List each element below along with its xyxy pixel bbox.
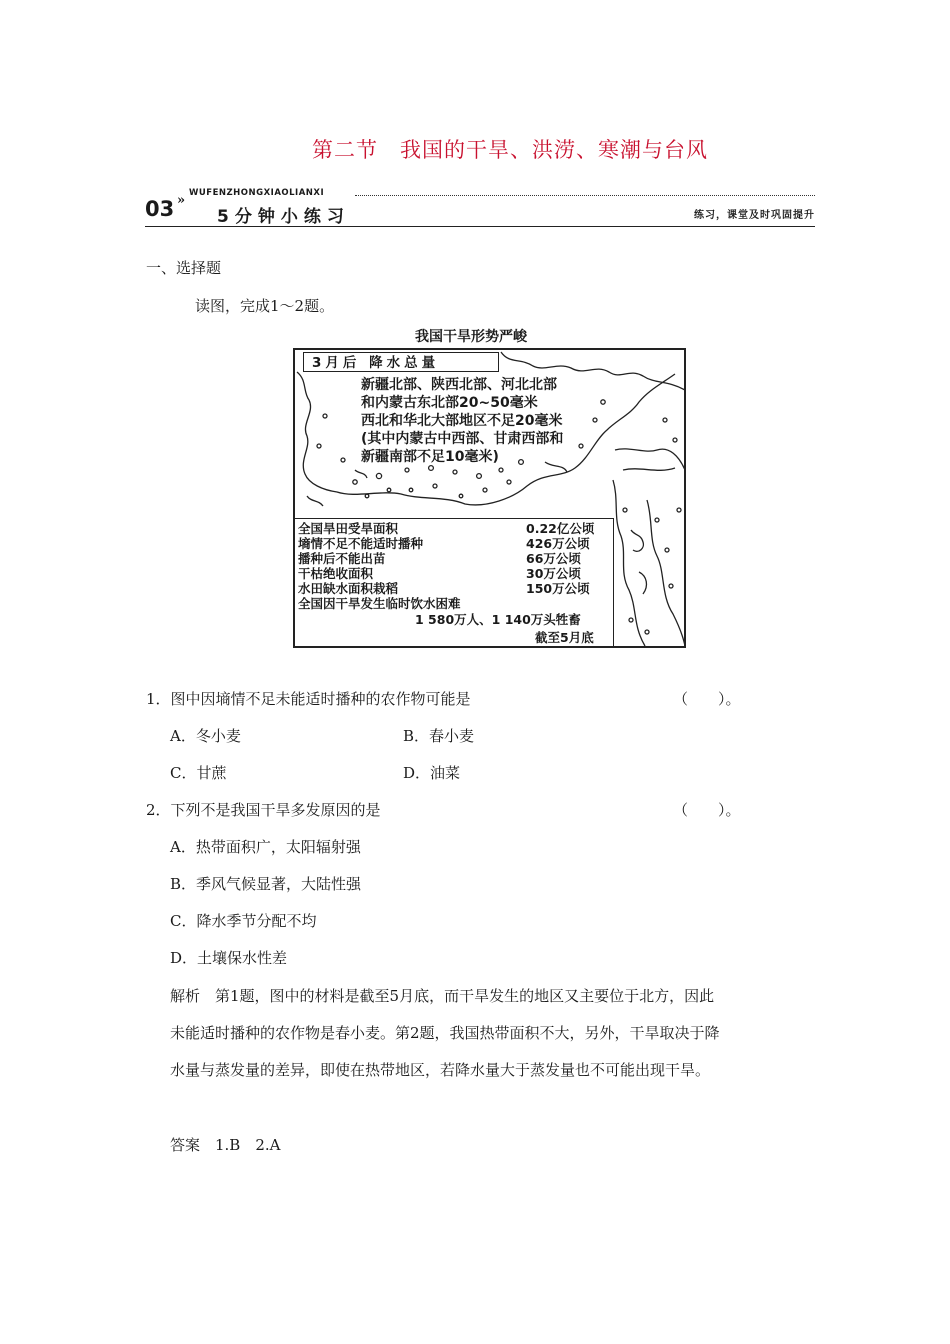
stats-date-text: 截至5月底 (535, 630, 594, 645)
option-b: B．春小麦 (403, 727, 475, 745)
rainfall-line-2: 和内蒙古东北部20~50毫米 (361, 395, 538, 411)
banner-heading: 5分钟小练习 (217, 207, 350, 227)
option-d: D．油菜 (403, 764, 461, 782)
option-a: A．热带面积广，太阳辐射强 (170, 838, 361, 856)
question-1-stem: 1．图中因墒情不足未能适时播种的农作物可能是 (146, 690, 471, 708)
stats-row (298, 581, 606, 596)
banner-rule (145, 226, 815, 227)
stats-row (298, 521, 606, 536)
banner-dotted-line (355, 195, 815, 196)
page-title: 第二节 我国的干旱、洪涝、寒潮与台风 (312, 138, 708, 162)
stats-row (298, 566, 606, 581)
stats-value: 66万公顷 (526, 551, 581, 566)
question-2-stem: 2．下列不是我国干旱多发原因的是 (146, 801, 381, 819)
stats-date (535, 630, 610, 645)
stats-extra (415, 612, 610, 627)
stats-extra-text: 1 580万人、1 140万头牲畜 (415, 612, 581, 627)
banner-tagline: 练习，课堂及时巩固提升 (694, 210, 815, 221)
option-d: D．土壤保水性差 (170, 949, 288, 967)
analysis-paragraph: 解析 第1题，图中的材料是截至5月底，而干旱发生的地区又主要位于北方，因此未能适时播种的农作物是春小麦。第2题，我国热带面积不大，另外，干旱取决于降水量与蒸发量的差异，即使在热带地区，若降水量大于蒸发量也不可能出现干旱。 (170, 987, 720, 1079)
rainfall-line-5: 新疆南部不足10毫米) (361, 449, 499, 465)
stats-value: 30万公顷 (526, 566, 581, 581)
stats-row (298, 536, 606, 551)
stats-label: 水田缺水面积栽稻 (298, 581, 399, 596)
question-2-blank: （ ）。 (673, 801, 741, 819)
rainfall-line-4: (其中内蒙古中西部、甘肃西部和 (361, 431, 564, 447)
stats-label: 播种后不能出苗 (298, 551, 386, 566)
banner-number: 03 (145, 197, 175, 221)
option-a: A．冬小麦 (170, 727, 241, 745)
option-c: C．降水季节分配不均 (170, 912, 317, 930)
rainfall-label-box: 3月后 降水总量 (303, 352, 499, 372)
rainfall-line-3: 西北和华北大部地区不足20毫米 (361, 413, 563, 429)
stats-label: 干枯绝收面积 (298, 566, 374, 581)
stats-label: 墒情不足不能适时播种 (298, 536, 424, 551)
answer-line: 答案 1.B 2.A (170, 1136, 281, 1154)
stats-label: 全国因干旱发生临时饮水困难 (298, 596, 461, 611)
figure-title: 我国干旱形势严峻 (415, 329, 527, 345)
section-banner (145, 188, 815, 230)
rainfall-line-1: 新疆北部、陕西北部、河北北部 (361, 377, 557, 393)
drought-map-figure (293, 348, 686, 648)
section-heading: 一、选择题 (146, 259, 222, 277)
option-c: C．甘蔗 (170, 764, 227, 782)
stats-value: 426万公顷 (526, 536, 590, 551)
chevron-icon: » (177, 193, 186, 208)
option-b: B．季风气候显著，大陆性强 (170, 875, 362, 893)
stats-value: 150万公顷 (526, 581, 590, 596)
banner-pinyin: WUFENZHONGXIAOLIANXI (189, 188, 325, 198)
question-1-blank: （ ）。 (673, 690, 741, 708)
stats-label: 全国旱田受旱面积 (298, 521, 399, 536)
drought-stats-table (295, 518, 614, 648)
instruction-text: 读图，完成1～2题。 (195, 297, 335, 315)
stats-value: 0.22亿公顷 (526, 521, 595, 536)
stats-row (298, 551, 606, 566)
stats-row (298, 596, 606, 611)
